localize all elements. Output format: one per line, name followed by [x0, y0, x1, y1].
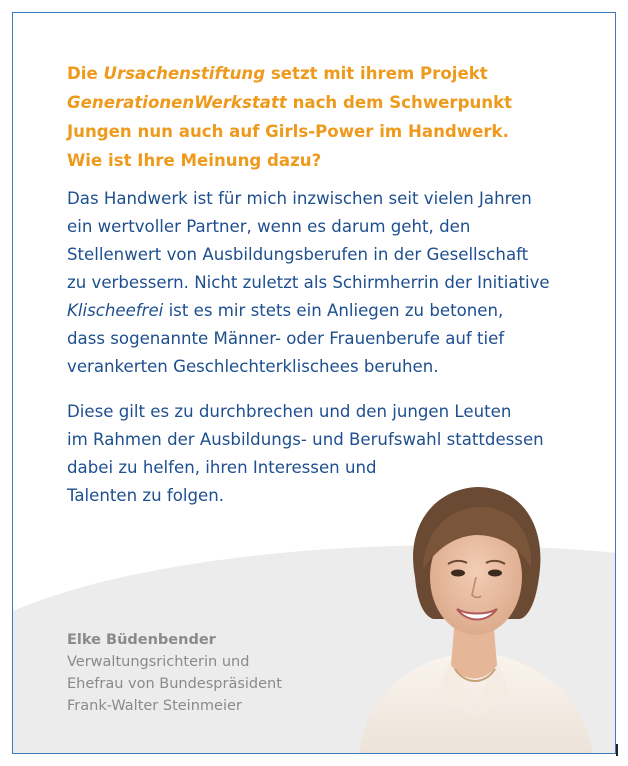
answer-text: ist es mir stets ein Anliegen zu betonen,: [163, 301, 504, 320]
answer-line: dabei zu helfen, ihren Interessen und: [67, 458, 377, 477]
answer-paragraph-1: [67, 185, 597, 381]
answer-line: verankerten Geschlechterklischees beruhen.: [67, 357, 439, 376]
portrait-photo: [349, 469, 599, 754]
answer-line: ein wertvoller Partner, wenn es darum geht, den: [67, 217, 471, 236]
answer-line: im Rahmen der Ausbildungs- und Berufswahl stattdessen: [67, 430, 544, 449]
author-role-line: Verwaltungsrichterin und: [67, 654, 250, 670]
author-role-line: Frank-Walter Steinmeier: [67, 698, 242, 714]
question-line-3: [67, 117, 587, 146]
answer-line: dass sogenannte Männer- oder Frauenberufe auf tief: [67, 329, 505, 348]
question-text: Jungen nun auch auf Girls-Power im Handwerk.: [67, 122, 509, 141]
question-text: nach dem Schwerpunkt: [286, 93, 513, 112]
article-card: [12, 12, 616, 754]
answer-line: Stellenwert von Ausbildungsberufen in der Gesellschaft: [67, 245, 529, 264]
left-eye: [451, 570, 465, 577]
author-role-line: Ehefrau von Bundespräsident: [67, 676, 282, 692]
question-line-2: [67, 88, 587, 117]
answer-line: [67, 297, 597, 325]
question-text: Wie ist Ihre Meinung dazu?: [67, 151, 322, 170]
answer-line: Diese gilt es zu durchbrechen und den jungen Leuten: [67, 402, 512, 421]
question-text: setzt mit ihrem Projekt: [265, 64, 488, 83]
right-eye: [488, 570, 502, 577]
interview-question: [67, 59, 587, 175]
klischeefrei-emphasis: Klischeefrei: [67, 301, 164, 320]
ursachenstiftung-emphasis: Ursachenstiftung: [103, 64, 266, 83]
question-text: Die: [67, 64, 104, 83]
author-name: Elke Büdenbender: [67, 632, 216, 648]
signature-block: [67, 629, 367, 717]
question-line-1: [67, 59, 587, 88]
edge-marker: [616, 744, 618, 756]
answer-line: zu verbessern. Nicht zuletzt als Schirmherrin der Initiative: [67, 273, 550, 292]
answer-line: Das Handwerk ist für mich inzwischen seit vielen Jahren: [67, 189, 532, 208]
answer-line: Talenten zu folgen.: [67, 486, 225, 505]
project-name-emphasis: GenerationenWerkstatt: [67, 93, 287, 112]
question-line-4: [67, 146, 587, 175]
